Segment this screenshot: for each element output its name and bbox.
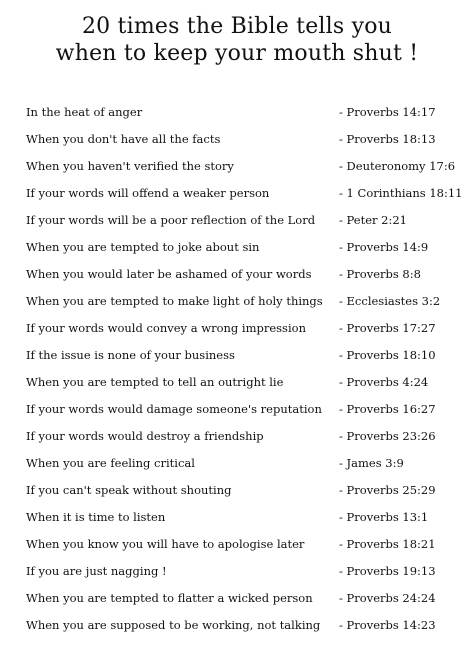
list-item [0,451,474,478]
list-item [0,316,474,343]
list-item-reference: - Proverbs 18:21 [339,537,436,551]
list-item-reference: - Proverbs 4:24 [339,375,429,389]
list-item-reason: When you would later be ashamed of your words [26,267,312,281]
list-item-reference: - Proverbs 23:26 [339,429,436,443]
list-item-reference: - Proverbs 17:27 [339,321,436,335]
list-item-reason: When you are tempted to tell an outright lie [26,375,284,389]
list-item-reason: If your words will offend a weaker person [26,186,270,200]
list-item [0,397,474,424]
page-title-line-2: when to keep your mouth shut ! [55,41,419,66]
list-item [0,559,474,586]
list-item [0,235,474,262]
list-item [0,370,474,397]
list-item-reason: When you don't have all the facts [26,132,221,146]
list-item-reference: - Proverbs 18:10 [339,348,436,362]
list-item-reference: - Proverbs 13:1 [339,510,429,524]
list-item-reason: When you know you will have to apologise later [26,537,305,551]
list-item-reference: - Proverbs 25:29 [339,483,436,497]
list-item [0,154,474,181]
list-item [0,289,474,316]
list-item-reference: - Proverbs 8:8 [339,267,421,281]
list-item [0,127,474,154]
page-title-line-1: 20 times the Bible tells you [81,14,393,39]
list-item [0,505,474,532]
list-item [0,100,474,127]
list-item-reference: - James 3:9 [339,456,404,470]
list-item-reason: When you are tempted to joke about sin [26,240,260,254]
list-item-reference: - Proverbs 14:9 [339,240,429,254]
list-item-reason: If your words will be a poor reflection of the Lord [26,213,316,227]
list-item-reference: - Proverbs 19:13 [339,564,436,578]
list-item [0,478,474,505]
list-item [0,613,474,640]
list-item-reason: When you haven't verified the story [26,159,234,173]
list-item-reason: If your words would damage someone's reputation [26,402,322,416]
list-item-reference: - Peter 2:21 [339,213,407,227]
list-item-reason: When it is time to listen [26,510,166,524]
list-item [0,208,474,235]
verse-list [0,100,474,645]
list-item [0,262,474,289]
list-item-reason: If your words would convey a wrong impression [26,321,306,335]
list-item-reason: If you can't speak without shouting [26,483,232,497]
list-item [0,343,474,370]
list-item-reference: - 1 Corinthians 18:11 [339,186,463,200]
list-item-reference: - Deuteronomy 17:6 [339,159,456,173]
list-item-reference: - Proverbs 14:23 [339,618,436,632]
list-item-reason: If you are just nagging ! [26,564,167,578]
list-item-reference: - Ecclesiastes 3:2 [339,294,441,308]
list-item [0,181,474,208]
list-item-reason: When you are supposed to be working, not talking [26,618,321,632]
list-item-reference: - Proverbs 24:24 [339,591,436,605]
list-item-reason: If your words would destroy a friendship [26,429,264,443]
list-item [0,532,474,559]
list-item-reason: When you are tempted to flatter a wicked person [26,591,313,605]
list-item-reason: If the issue is none of your business [26,348,235,362]
list-item-reason: When you are tempted to make light of holy things [26,294,323,308]
list-item-reference: - Proverbs 14:17 [339,105,436,119]
list-item-reason: In the heat of anger [26,105,143,119]
list-item [0,424,474,451]
list-item-reference: - Proverbs 16:27 [339,402,436,416]
list-item-reason: When you are feeling critical [26,456,195,470]
list-item-reference: - Proverbs 18:13 [339,132,436,146]
list-item [0,586,474,613]
